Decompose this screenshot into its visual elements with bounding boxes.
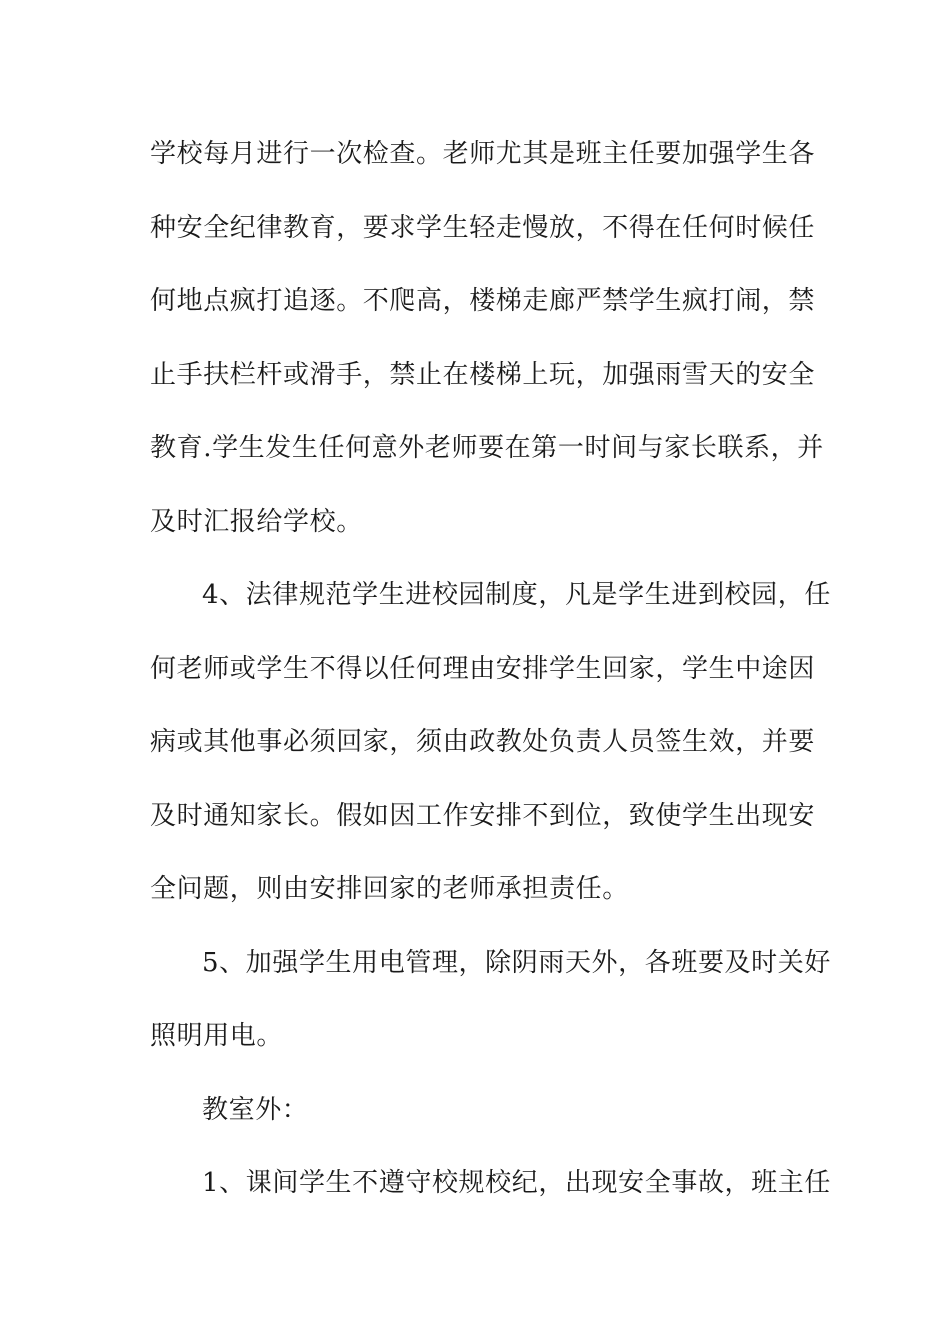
text-line: 止手扶栏杆或滑手，禁止在楼梯上玩，加强雨雪天的安全 [150,359,816,390]
section-heading: 教室外： [202,1094,309,1125]
text-line: 何地点疯打追逐。不爬高，楼梯走廊严禁学生疯打闹，禁 [150,286,816,316]
document-body [150,118,831,1221]
text-line: 及时汇报给学校。 [150,506,363,537]
text-line: 何老师或学生不得以任何理由安排学生回家，学生中途因 [150,653,816,684]
paragraph-start-line: 5、加强学生用电管理，除阴雨天外，各班要及时关好 [202,947,831,978]
text-line: 全问题，则由安排回家的老师承担责任。 [150,874,629,904]
paragraph-start-line: 1、课间学生不遵守校规校纪，出现安全事故，班主任 [202,1168,831,1198]
text-line: 照明用电。 [150,1021,284,1051]
text-line: 病或其他事必须回家，须由政教处负责人员签生效，并要 [150,727,816,757]
text-line: 学校每月进行一次检查。老师尤其是班主任要加强学生各 [150,139,816,169]
text-line: 种安全纪律教育，要求学生轻走慢放，不得在任何时候任 [150,212,816,243]
text-line: 及时通知家长。假如因工作安排不到位，致使学生出现安 [150,800,816,831]
paragraph-start-line: 4、法律规范学生进校园制度，凡是学生进到校园，任 [202,580,831,610]
text-line: 教育.学生发生任何意外老师要在第一时间与家长联系，并 [150,433,824,463]
